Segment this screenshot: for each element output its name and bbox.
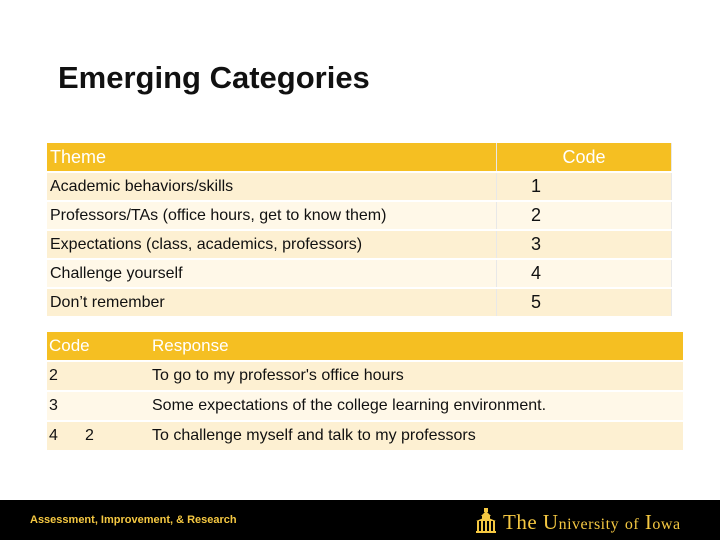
response-cell: Some expectations of the college learning environment. xyxy=(150,391,683,421)
themes-table xyxy=(47,143,672,316)
page-title: Emerging Categories xyxy=(58,60,370,95)
table-row xyxy=(47,201,672,230)
response-table xyxy=(47,332,683,450)
university-name: The University of Iowa xyxy=(503,509,681,534)
footer-org-text: Assessment, Improvement, & Research xyxy=(30,514,237,526)
code-cell: 3 xyxy=(497,230,672,259)
response-table-header xyxy=(47,332,683,361)
theme-cell: Don’t remember xyxy=(47,288,497,316)
theme-cell: Academic behaviors/skills xyxy=(47,172,497,201)
theme-cell: Expectations (class, academics, professors) xyxy=(47,230,497,259)
table-row xyxy=(47,172,672,201)
response-code2-cell xyxy=(83,391,150,421)
response-code-header: Code xyxy=(47,332,150,361)
table-row xyxy=(47,230,672,259)
code-cell: 2 xyxy=(497,201,672,230)
university-logo xyxy=(475,508,681,536)
response-header: Response xyxy=(150,332,683,361)
code-cell: 5 xyxy=(497,288,672,316)
response-code2-cell: 2 xyxy=(83,421,150,450)
table-row xyxy=(47,421,683,450)
table-row xyxy=(47,288,672,316)
code-cell: 1 xyxy=(497,172,672,201)
response-code-cell: 3 xyxy=(47,391,83,421)
theme-cell: Professors/TAs (office hours, get to know them) xyxy=(47,201,497,230)
response-code-cell: 4 xyxy=(47,421,83,450)
code-header: Code xyxy=(497,143,672,172)
old-capitol-icon xyxy=(475,507,497,538)
response-cell: To go to my professor's office hours xyxy=(150,361,683,391)
theme-cell: Challenge yourself xyxy=(47,259,497,288)
table-row xyxy=(47,391,683,421)
response-cell: To challenge myself and talk to my professors xyxy=(150,421,683,450)
table-row xyxy=(47,361,683,391)
themes-table-header xyxy=(47,143,672,172)
response-code2-cell xyxy=(83,361,150,391)
theme-header: Theme xyxy=(47,143,497,172)
code-cell: 4 xyxy=(497,259,672,288)
table-row xyxy=(47,259,672,288)
response-code-cell: 2 xyxy=(47,361,83,391)
footer-bar xyxy=(0,500,720,540)
